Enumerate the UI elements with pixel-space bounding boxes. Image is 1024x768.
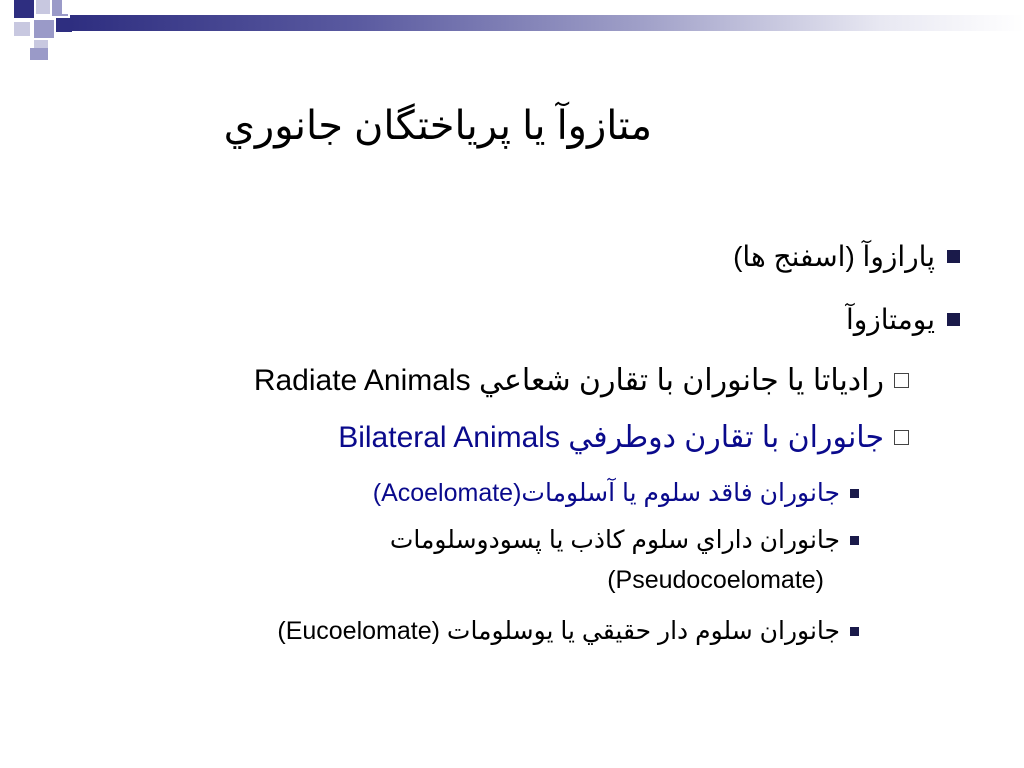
bullet-text: رادياتا يا جانوران با تقارن شعاعي Radiate Animals xyxy=(253,364,884,397)
decor-square xyxy=(30,48,48,60)
bullet-item-eumetazoa xyxy=(846,303,960,336)
bullet-text: جانوران فاقد سلوم يا آسلومات(Acoelomate) xyxy=(372,479,840,507)
decor-square xyxy=(56,18,72,32)
bullet-continuation: (Pseudocoelomate) xyxy=(607,566,824,594)
square-bullet-icon xyxy=(947,250,960,263)
decor-square xyxy=(62,0,76,14)
bullet-text: جانوران داراي سلوم كاذب يا پسودوسلومات xyxy=(389,526,840,554)
bullet-text: جانوران با تقارن دوطرفي Bilateral Animals xyxy=(338,421,884,454)
hollow-square-bullet-icon xyxy=(894,373,909,388)
bullet-item-bilateria xyxy=(338,420,909,455)
slide-title: متازوآ يا پرياختگان جانوري xyxy=(223,104,652,148)
bullet-item-parazoa xyxy=(733,240,960,273)
bullet-text: يومتازوآ xyxy=(845,304,935,335)
decor-square xyxy=(14,22,30,36)
header-band xyxy=(70,15,1024,31)
bullet-item-pseudocoelomate xyxy=(390,525,859,555)
decor-square xyxy=(14,0,34,18)
bullet-item-eucoelomate xyxy=(277,616,859,646)
square-bullet-icon xyxy=(850,536,859,545)
decor-square xyxy=(36,0,50,14)
bullet-text: جانوران سلوم دار حقيقي يا يوسلومات (Eucoelomate) xyxy=(277,617,840,645)
square-bullet-icon xyxy=(947,313,960,326)
bullet-item-radiata xyxy=(254,363,909,398)
square-bullet-icon xyxy=(850,627,859,636)
bullet-text: پارازوآ (اسفنج ها) xyxy=(733,241,935,272)
square-bullet-icon xyxy=(850,489,859,498)
decor-square xyxy=(34,20,54,38)
bullet-item-acoelomate xyxy=(373,478,859,508)
hollow-square-bullet-icon xyxy=(894,430,909,445)
